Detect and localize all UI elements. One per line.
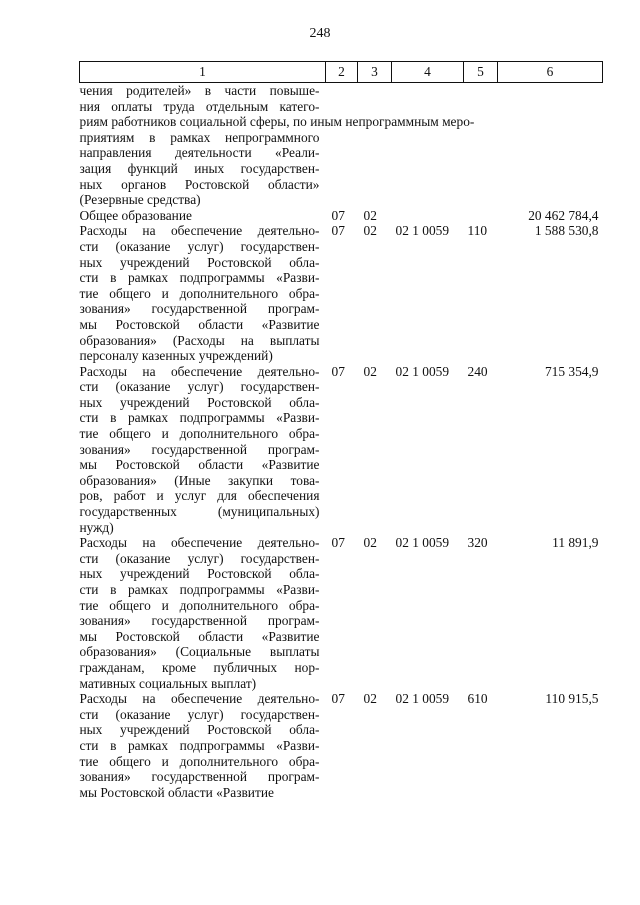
row-description (80, 223, 326, 363)
description-line: Расходы на обеспечение деятельно- (79, 691, 320, 707)
description-line: сти в рамках подпрограммы «Разви- (79, 410, 320, 426)
amount: 110 915,5 (545, 691, 599, 707)
column-header-6: 6 (498, 62, 603, 83)
subsection-code: 02 (363, 535, 377, 551)
description-line: ных учреждений Ростовской обла- (79, 394, 320, 410)
amount: 11 891,9 (552, 535, 599, 551)
description-line: ных учреждений Ростовской обла- (79, 566, 320, 582)
description-line: персоналу казенных учреждений) (79, 348, 273, 364)
description-line: Расходы на обеспечение деятельно- (79, 223, 320, 239)
description-line: ров, работ и услуг для обеспечения (79, 488, 320, 504)
target-article-code: 02 1 0059 (395, 223, 450, 239)
table-row (80, 691, 603, 800)
table-header-row (80, 62, 603, 83)
page-number: 248 (309, 26, 331, 41)
description-line: тие общего и дополнительного обра- (79, 426, 320, 442)
column-header-3: 3 (358, 62, 392, 83)
description-line: мы Ростовской области «Развитие (79, 628, 320, 644)
description-line: Расходы на обеспечение деятельно- (79, 535, 320, 551)
description-line: сти (оказание услуг) государствен- (79, 706, 320, 722)
description-line: образования» (Социальные выплаты (79, 644, 320, 660)
row-description (79, 83, 475, 208)
subsection-code: 02 (363, 223, 377, 239)
section-code: 07 (331, 223, 345, 239)
description-line: направления деятельности «Реали- (79, 145, 320, 161)
description-line: государственных (муниципальных) (79, 504, 320, 520)
row-description (80, 535, 326, 691)
column-header-1: 1 (80, 62, 326, 83)
description-line: зация функций иных государствен- (79, 160, 320, 176)
description-line: тие общего и дополнительного обра- (79, 285, 320, 301)
description-line: сти в рамках подпрограммы «Разви- (79, 737, 320, 753)
description-line: нужд) (79, 519, 114, 535)
description-line: образования» (Расходы на выплаты (79, 332, 320, 348)
description-line: мы Ростовской области «Развитие (79, 316, 320, 332)
description-line: образования» (Иные закупки това- (79, 472, 320, 488)
expense-type-code: 240 (467, 363, 488, 379)
expense-type-code (464, 83, 498, 208)
row-description (80, 208, 326, 224)
description-line: тие общего и дополнительного обра- (79, 753, 320, 769)
section-code: 07 (331, 691, 345, 707)
description-line: ных учреждений Ростовской обла- (79, 722, 320, 738)
description-line: приятиям в рамках непрограммного (79, 129, 320, 145)
description-line: ных учреждений Ростовской обла- (79, 254, 320, 270)
target-article-code (392, 208, 464, 224)
description-line: гражданам, кроме публичных нор- (79, 659, 320, 675)
target-article-code: 02 1 0059 (395, 691, 450, 707)
description-line: сти в рамках подпрограммы «Разви- (79, 582, 320, 597)
budget-table (79, 61, 603, 800)
description-line: ных органов Ростовской области» (79, 176, 320, 192)
column-header-5: 5 (464, 62, 498, 83)
description-line: ния оплаты труда отдельным катего- (79, 98, 320, 114)
description-line: зования» государственной програм- (79, 301, 320, 317)
row-description (80, 691, 326, 800)
target-article-code: 02 1 0059 (395, 535, 450, 551)
subsection-code: 02 (363, 363, 377, 379)
table-row (80, 83, 603, 208)
description-line: сти (оказание услуг) государствен- (79, 550, 320, 566)
expense-type-code: 610 (467, 691, 488, 707)
description-line: чения родителей» в части повыше- (79, 83, 320, 98)
description-line: мы Ростовской области «Развитие (79, 457, 320, 473)
column-header-2: 2 (326, 62, 358, 83)
section-code: 07 (331, 535, 345, 551)
table-row (80, 535, 603, 691)
expense-type-code (464, 208, 498, 224)
column-header-4: 4 (392, 62, 464, 83)
amount: 1 588 530,8 (534, 223, 599, 239)
description-line: риям работников социальной сферы, по иным непрограммным меро- (79, 114, 475, 130)
description-line: тие общего и дополнительного обра- (79, 597, 320, 613)
amount (498, 83, 603, 208)
amount: 20 462 784,4 (528, 207, 599, 223)
subsection-code: 02 (363, 691, 377, 707)
expense-type-code: 320 (467, 535, 488, 551)
table-row (80, 223, 603, 363)
table-row (80, 364, 603, 536)
description-line: мы Ростовской области «Развитие (79, 784, 274, 800)
subsection-code: 02 (363, 207, 377, 223)
description-line: зования» государственной програм- (79, 769, 320, 785)
description-line: сти в рамках подпрограммы «Разви- (79, 270, 320, 286)
target-article-code: 02 1 0059 (395, 363, 450, 379)
table-row (80, 208, 603, 224)
section-code: 07 (331, 207, 345, 223)
description-line: зования» государственной програм- (79, 441, 320, 457)
description-line: Расходы на обеспечение деятельно- (79, 363, 320, 379)
description-line: зования» государственной програм- (79, 613, 320, 629)
section-code (326, 83, 358, 208)
table-body (80, 83, 603, 801)
description-line: сти (оказание услуг) государствен- (79, 379, 320, 395)
description-line: мативных социальных выплат) (79, 675, 257, 691)
amount: 715 354,9 (544, 363, 599, 379)
description-line: сти (оказание услуг) государствен- (79, 238, 320, 254)
section-code: 07 (331, 363, 345, 379)
description-line: (Резервные средства) (79, 192, 201, 208)
row-description (80, 364, 326, 536)
target-article-code (392, 83, 464, 208)
expense-type-code: 110 (467, 223, 488, 239)
subsection-code (358, 83, 392, 208)
description-line: Общее образование (79, 207, 192, 223)
